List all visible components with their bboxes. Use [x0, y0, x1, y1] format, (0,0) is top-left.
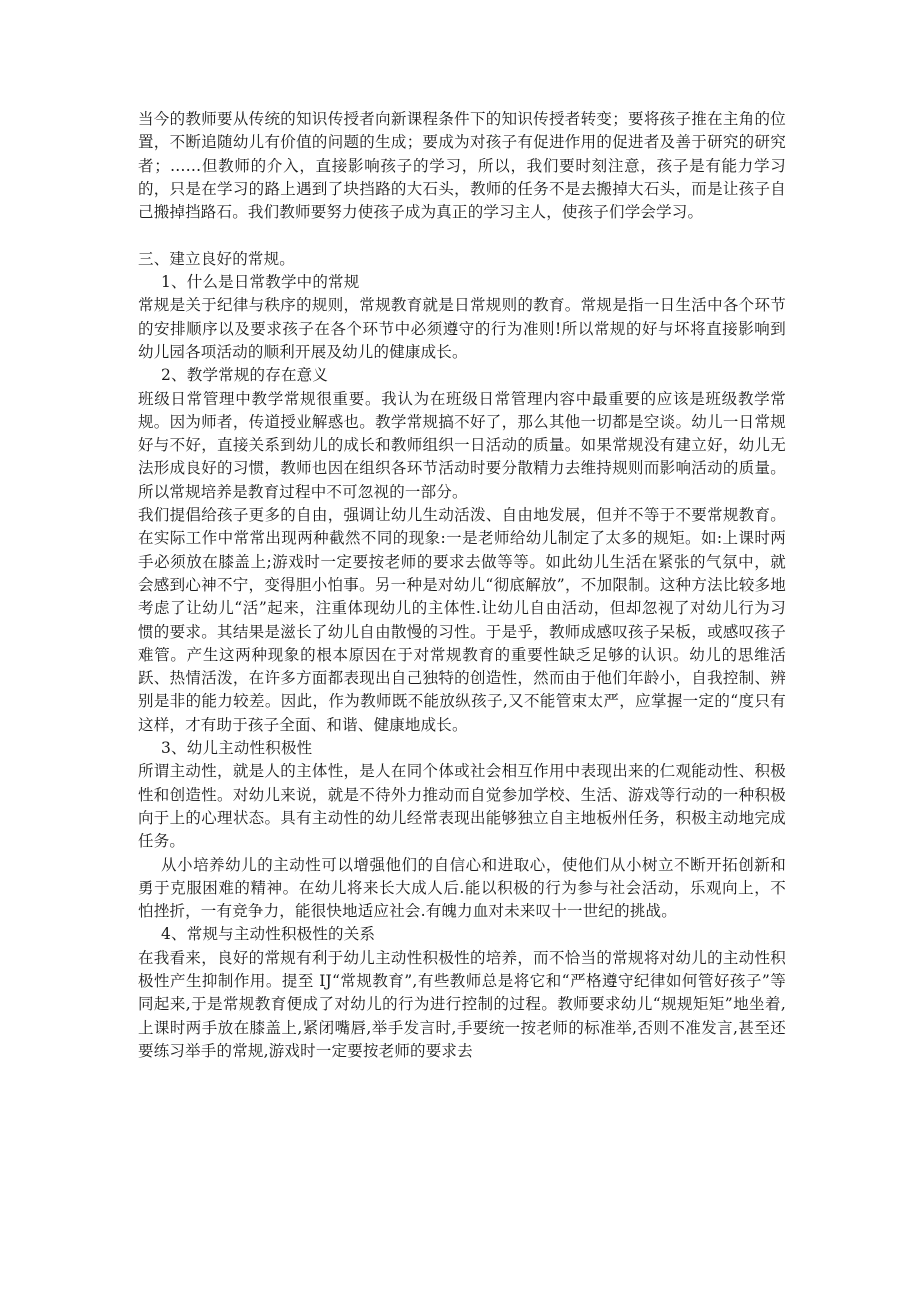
- subheading-4: 4、常规与主动性积极性的关系: [161, 925, 376, 944]
- paragraph-routine-definition: 常规是关于纪律与秩序的规则，常规教育就是日常规则的教育。常规是指一日生活中各个环节的安排顺序以及要求孩子在各个环节中必须遵守的行为准则!所以常规的好与坏将直接影响到幼儿园各项活动的顺利开展及幼儿的健康成长。: [138, 296, 786, 361]
- document-page: [138, 108, 786, 1063]
- section-heading-3: 三、建立良好的常规。: [138, 249, 296, 268]
- blank-line: [138, 224, 786, 247]
- paragraph-intro-teacher-role: 当今的教师要从传统的知识传授者向新课程条件下的知识传授者转变；要将孩子推在主角的位置，不断追随幼儿有价值的问题的生成；要成为对孩子有促进作用的促进者及善于研究的研究者；……但教师的介入，直接影响孩子的学习，所以，我们要时刻注意，孩子是有能力学习的，只是在学习的路上遇到了块挡路的大石头，教师的任务不是去搬掉大石头，而是让孩子自己搬掉挡路石。我们教师要努力使孩子成为真正的学习主人，使孩子们学会学习。: [138, 110, 786, 222]
- subheading-1: 1、什么是日常教学中的常规: [161, 273, 360, 292]
- paragraph-routine-initiative-relation: 在我看来，良好的常规有利于幼儿主动性积极性的培养，而不恰当的常规将对幼儿的主动性积极性产生抑制作用。提至 IJ“常规教育”,有些教师总是将它和“严格遵守纪律如何管好孩子”等同起来,于是常规教育便成了对幼儿的行为进行控制的过程。教师要求幼儿“规规矩矩”地坐着,上课时两手放在膝盖上,紧闭嘴唇,举手发言时,手要统一按老师的标准举,否则不准发言,甚至还要练习举手的常规,游戏时一定要按老师的要求去: [138, 948, 786, 1060]
- paragraph-initiative-benefits: 从小培养幼儿的主动性可以增强他们的自信心和进取心，使他们从小树立不断开拓创新和勇于克服困难的精神。在幼儿将来长大成人后.能以积极的行为参与社会活动，乐观向上，不怕挫折，一有竞争力，能很快地适应社会.有魄力血对未来叹十一世纪的挑战。: [138, 855, 786, 921]
- paragraph-initiative-definition: 所谓主动性，就是人的主体性，是人在同个体或社会相互作用中表现出来的仁观能动性、积极性和创造性。对幼儿来说，就是不待外力推动而自觉参加学校、生活、游戏等行动的一种积极向于上的心理状态。具有主动性的幼儿经常表现出能够独立自主地板州任务，积极主动地完成任务。: [138, 762, 786, 851]
- paragraph-freedom-vs-routine: 我们提倡给孩子更多的自由，强调让幼儿生动活泼、自由地发展，但并不等于不要常规教育。在实际工作中常常出现两种截然不同的现象:一是老师给幼儿制定了太多的规矩。如:上课时两手必须放在膝盖上;游戏时一定要按老师的要求去做等等。如此幼儿生活在紧张的气氛中，就会感到心神不宁，变得胆小怕事。另一种是对幼儿“彻底解放”，不加限制。这种方法比较多地考虑了让幼儿“活”起来，注重体现幼儿的主体性.让幼儿自由活动，但却忽视了对幼儿行为习惯的要求。其结果是滋长了幼儿自由散慢的习性。于是乎，教师成感叹孩子呆板，或感叹孩子难管。产生这两种现象的根本原因在于对常规教育的重要性缺乏足够的认识。幼儿的思维活跃、热情活泼，在许多方面都表现出自己独特的创造性，然而由于他们年龄小，自我控制、辨别是非的能力较差。因此，作为教师既不能放纵孩子,又不能管束太严，应掌握一定的“度只有这样，才有助于孩子全面、和谐、健康地成长。: [138, 506, 786, 734]
- subheading-3: 3、幼儿主动性积极性: [161, 739, 313, 758]
- subheading-2: 2、教学常规的存在意义: [161, 366, 329, 385]
- paragraph-routine-importance: 班级日常管理中教学常规很重要。我认为在班级日常管理内容中最重要的应该是班级教学常规。因为师者，传道授业解惑也。教学常规搞不好了，那么其他一切都是空谈。幼儿一日常规好与不好，直接关系到幼儿的成长和教师组织一日活动的质量。如果常规没有建立好，幼儿无法形成良好的习惯，教师也因在组织各环节活动时要分散精力去维持规则而影响活动的质量。所以常规培养是教育过程中不可忽视的一部分。: [138, 389, 786, 501]
